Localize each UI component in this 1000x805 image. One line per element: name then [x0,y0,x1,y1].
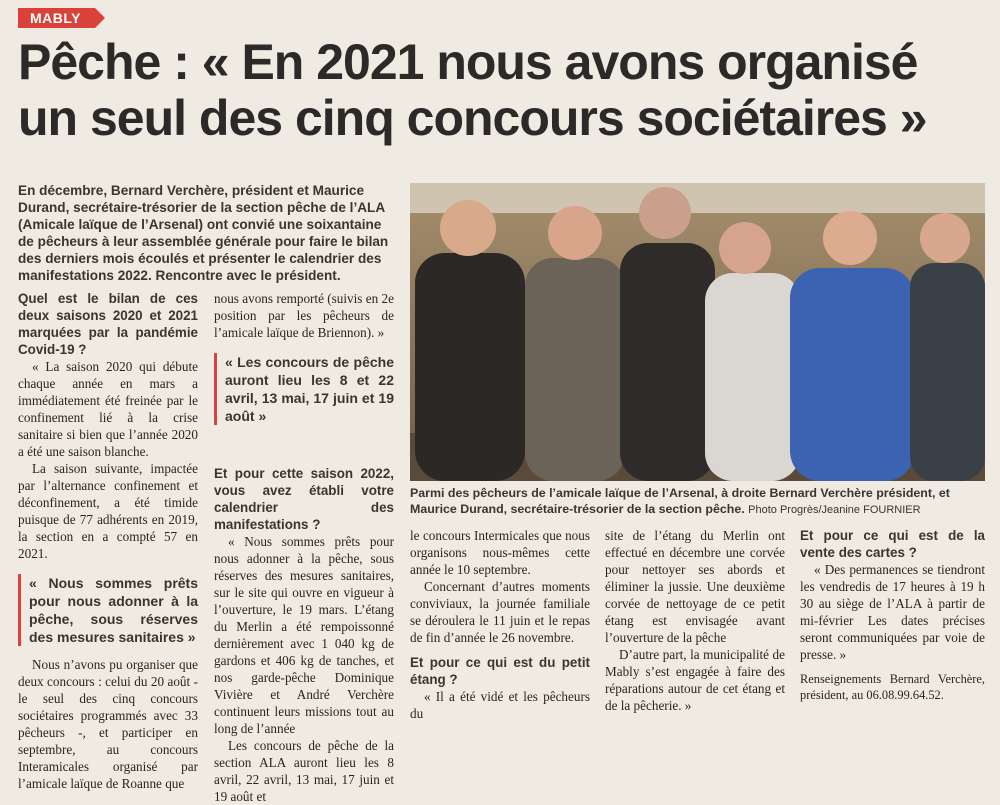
column-2 [214,290,394,805]
section-tag: MABLY [18,8,95,28]
headline: Pêche : « En 2021 nous avons organisé un seul des cinq concours sociétaires » [18,34,927,146]
photo-caption [410,485,985,518]
pull-quote: « Nous sommes prêts pour nous adonner à la pêche, sous réserves des mesures sanitaires » [18,574,198,646]
contact-info: Renseignements Bernard Verchère, président, au 06.08.99.64.52. [800,672,985,702]
paragraph: le concours Intermicales que nous organisons nous-mêmes cette année le 10 septembre. [410,528,590,577]
question-1: Quel est le bilan de ces deux saisons 2020 et 2021 marquées par la pandémie Covid-19 ? [18,291,198,357]
group-photo [410,183,985,481]
paragraph: « Il a été vidé et les pêcheurs du [410,689,590,721]
column-1 [18,290,198,792]
column-5 [800,527,985,703]
paragraph: Les concours de pêche de la section ALA auront lieu les 8 avril, 22 avril, 13 mai, 17 juin et 19 août et [214,738,394,804]
photo-credit: Photo Progrès/Jeanine FOURNIER [748,504,921,516]
paragraph: La saison suivante, impactée par l’alternance confinement et déconfinement, a été timide puisque de 77 adhérents en 2019, la section en a compté 57 en 2021. [18,461,198,561]
paragraph: D’autre part, la municipalité de Mably s’est engagée à faire des réparations autour de cet étang et de la pêcherie. » [605,647,785,713]
paragraph: nous avons remporté (suivis en 2e position par les pêcheurs de l’amicale laïque de Briennon). » [214,291,394,340]
column-3 [410,527,590,722]
question-2: Et pour cette saison 2022, vous avez établi votre calendrier des manifestations ? [214,466,394,532]
chapo: En décembre, Bernard Verchère, président et Maurice Durand, secrétaire-trésorier de la section pêche de l’ALA (Amicale laïque de l’Arsenal) ont convié une soixantaine de pêcheurs à leur assemblée générale pour faire le bilan des derniers mois écoulés et présenter le calendrier des manifestations 2022. Rencontre avec le président. [18,183,389,283]
question-4: Et pour ce qui est de la vente des cartes ? [800,528,985,560]
paragraph: Concernant d’autres moments conviviaux, la journée familiale se déroulera le 11 juin et le repas de fin d’année le 26 novembre. [410,579,590,645]
paragraph: « Des permanences se tiendront les vendredis de 17 heures à 19 h 30 au siège de l’ALA à partir de mi-février Les dates précises seront communiquées par voie de presse. » [800,562,985,662]
paragraph: « La saison 2020 qui débute chaque année en mars a immédiatement été freinée par le confinement lié à la crise sanitaire si bien que l’année 2020 a été une saison blanche. [18,359,198,459]
group-photo-illustration [410,183,985,481]
question-3: Et pour ce qui est du petit étang ? [410,655,590,687]
paragraph: Nous n’avons pu organiser que deux concours : celui du 20 août - le seul des cinq concours sociétaires programmés avec 33 pêcheurs -, et participer en septembre, au concours Interamicales organisé par l’amicale laïque de Roanne que [18,657,198,791]
paragraph: site de l’étang du Merlin ont effectué en décembre une corvée pour nettoyer ses abords et éliminer la jussie. Une deuxième corvée de nettoyage de ce petit étang est envisagée avant l’ouverture de la pêche [605,528,785,645]
paragraph: « Nous sommes prêts pour nous adonner à la pêche, sous réserves des mesures sanitaires, sur le site qui ouvre en vigueur à l’ouverture, le 19 mars. L’étang du Merlin a été rempoissonné dernièrement avec 1 040 kg de gardons et 406 kg de tanches, et nos garde-pêche Dominique Vivière et André Verchère continuent leurs missions tout au long de l’année [214,534,394,736]
caption-text: Parmi des pêcheurs de l’amicale laïque de l’Arsenal, à droite Bernard Verchère président, et Maurice Durand, secrétaire-trésorier de la section pêche. [410,486,950,516]
pull-quote: « Les concours de pêche auront lieu les 8 et 22 avril, 13 mai, 17 juin et 19 août » [214,353,394,425]
